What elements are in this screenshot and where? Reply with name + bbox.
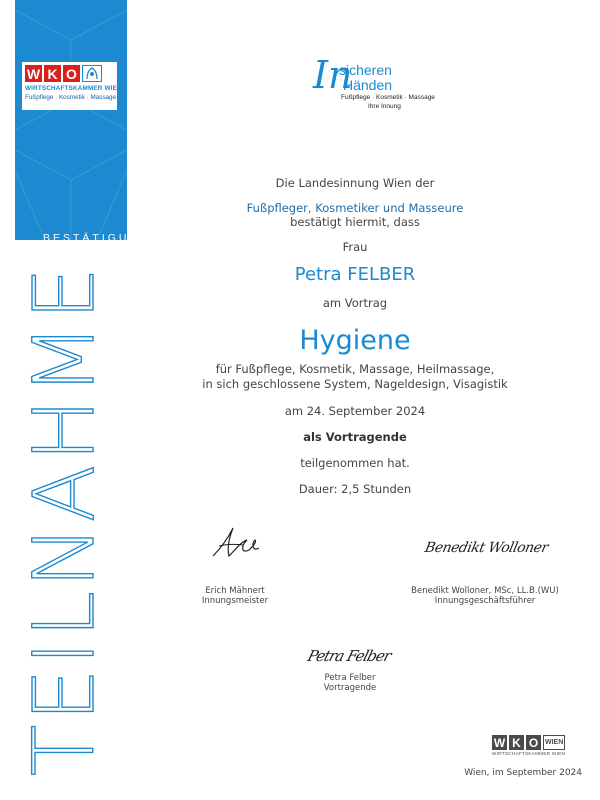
logo-line-2: Händen [343,77,393,93]
guild-emblem-icon [82,65,102,82]
vertical-title: TEILNAHME [15,264,113,776]
signature-left [205,520,265,565]
signer-left-name: Erich Mähnert [205,586,265,596]
scope-text [150,362,560,392]
lecture-label: am Vortrag [322,296,388,310]
signer-left-title: Innungsmeister [201,596,269,606]
participated-text: teilgenommen hat. [300,456,410,470]
footer-logo-wien: WIEN [543,735,565,750]
logo-chamber-name: WIRTSCHAFTSKAMMER WIEN [25,85,122,92]
place-date: Wien, im September 2024 [464,768,582,778]
band-pattern [15,0,127,240]
logo-line-3: Fußpflege · Kosmetik · Massage [341,94,435,101]
lecture-date: am 24. September 2024 [284,404,426,418]
signature-bottom-caption [300,673,400,693]
duration-text: Dauer: 2,5 Stunden [298,482,412,496]
signer-right-name: Benedikt Wolloner, MSc, LL.B.(WU) [411,586,559,596]
wko-logo-top [22,62,122,110]
footer-logo-letter-w: W [493,735,506,750]
logo-initial: In [313,53,353,97]
footer-logo-letter-k: K [509,735,524,750]
footer-logo-letter-o: O [526,735,541,750]
logo-letter-w: W [26,65,41,82]
lecture-topic: Hygiene [299,325,411,356]
logo-line-4: Ihre Innung [368,103,401,110]
scope-line-1: für Fußpflege, Kosmetik, Massage, Heilmassage, [215,362,495,376]
signature-right-caption [395,586,575,606]
scope-line-2: in sich geschlossene System, Nageldesign, Visagistik [202,377,508,391]
signer-right-title: Innungsgeschäftsführer [434,596,536,606]
wko-logo-bottom [492,735,582,756]
signature-bottom: Petra Felber [305,647,393,665]
signer-bottom-title: Vortragende [323,683,377,693]
salutation: Frau [342,240,368,254]
footer-logo-sub: WIRTSCHAFTSKAMMER WIEN [492,751,566,756]
in-sicheren-haenden-logo [313,55,443,115]
signer-bottom-name: Petra Felber [324,673,376,683]
confirmation-label: BESTÄTIGUNG [43,232,152,244]
side-band [15,0,152,244]
participant-name: Petra FELBER [294,264,416,285]
signature-right: Benedikt Wolloner [423,540,550,556]
logo-letter-k: K [44,65,61,82]
logo-letter-o: O [63,65,80,82]
participant-role: als Vortragende [303,430,407,444]
logo-line-1: sicheren [339,62,392,78]
guild-name: Fußpfleger, Kosmetiker und Masseure [246,201,464,215]
signature-left-caption [185,586,285,606]
logo-guild-name: Fußpflege · Kosmetik · Massage [25,94,116,101]
intro-text: Die Landesinnung Wien der [275,176,435,190]
confirms-text: bestätigt hiermit, dass [290,215,420,229]
